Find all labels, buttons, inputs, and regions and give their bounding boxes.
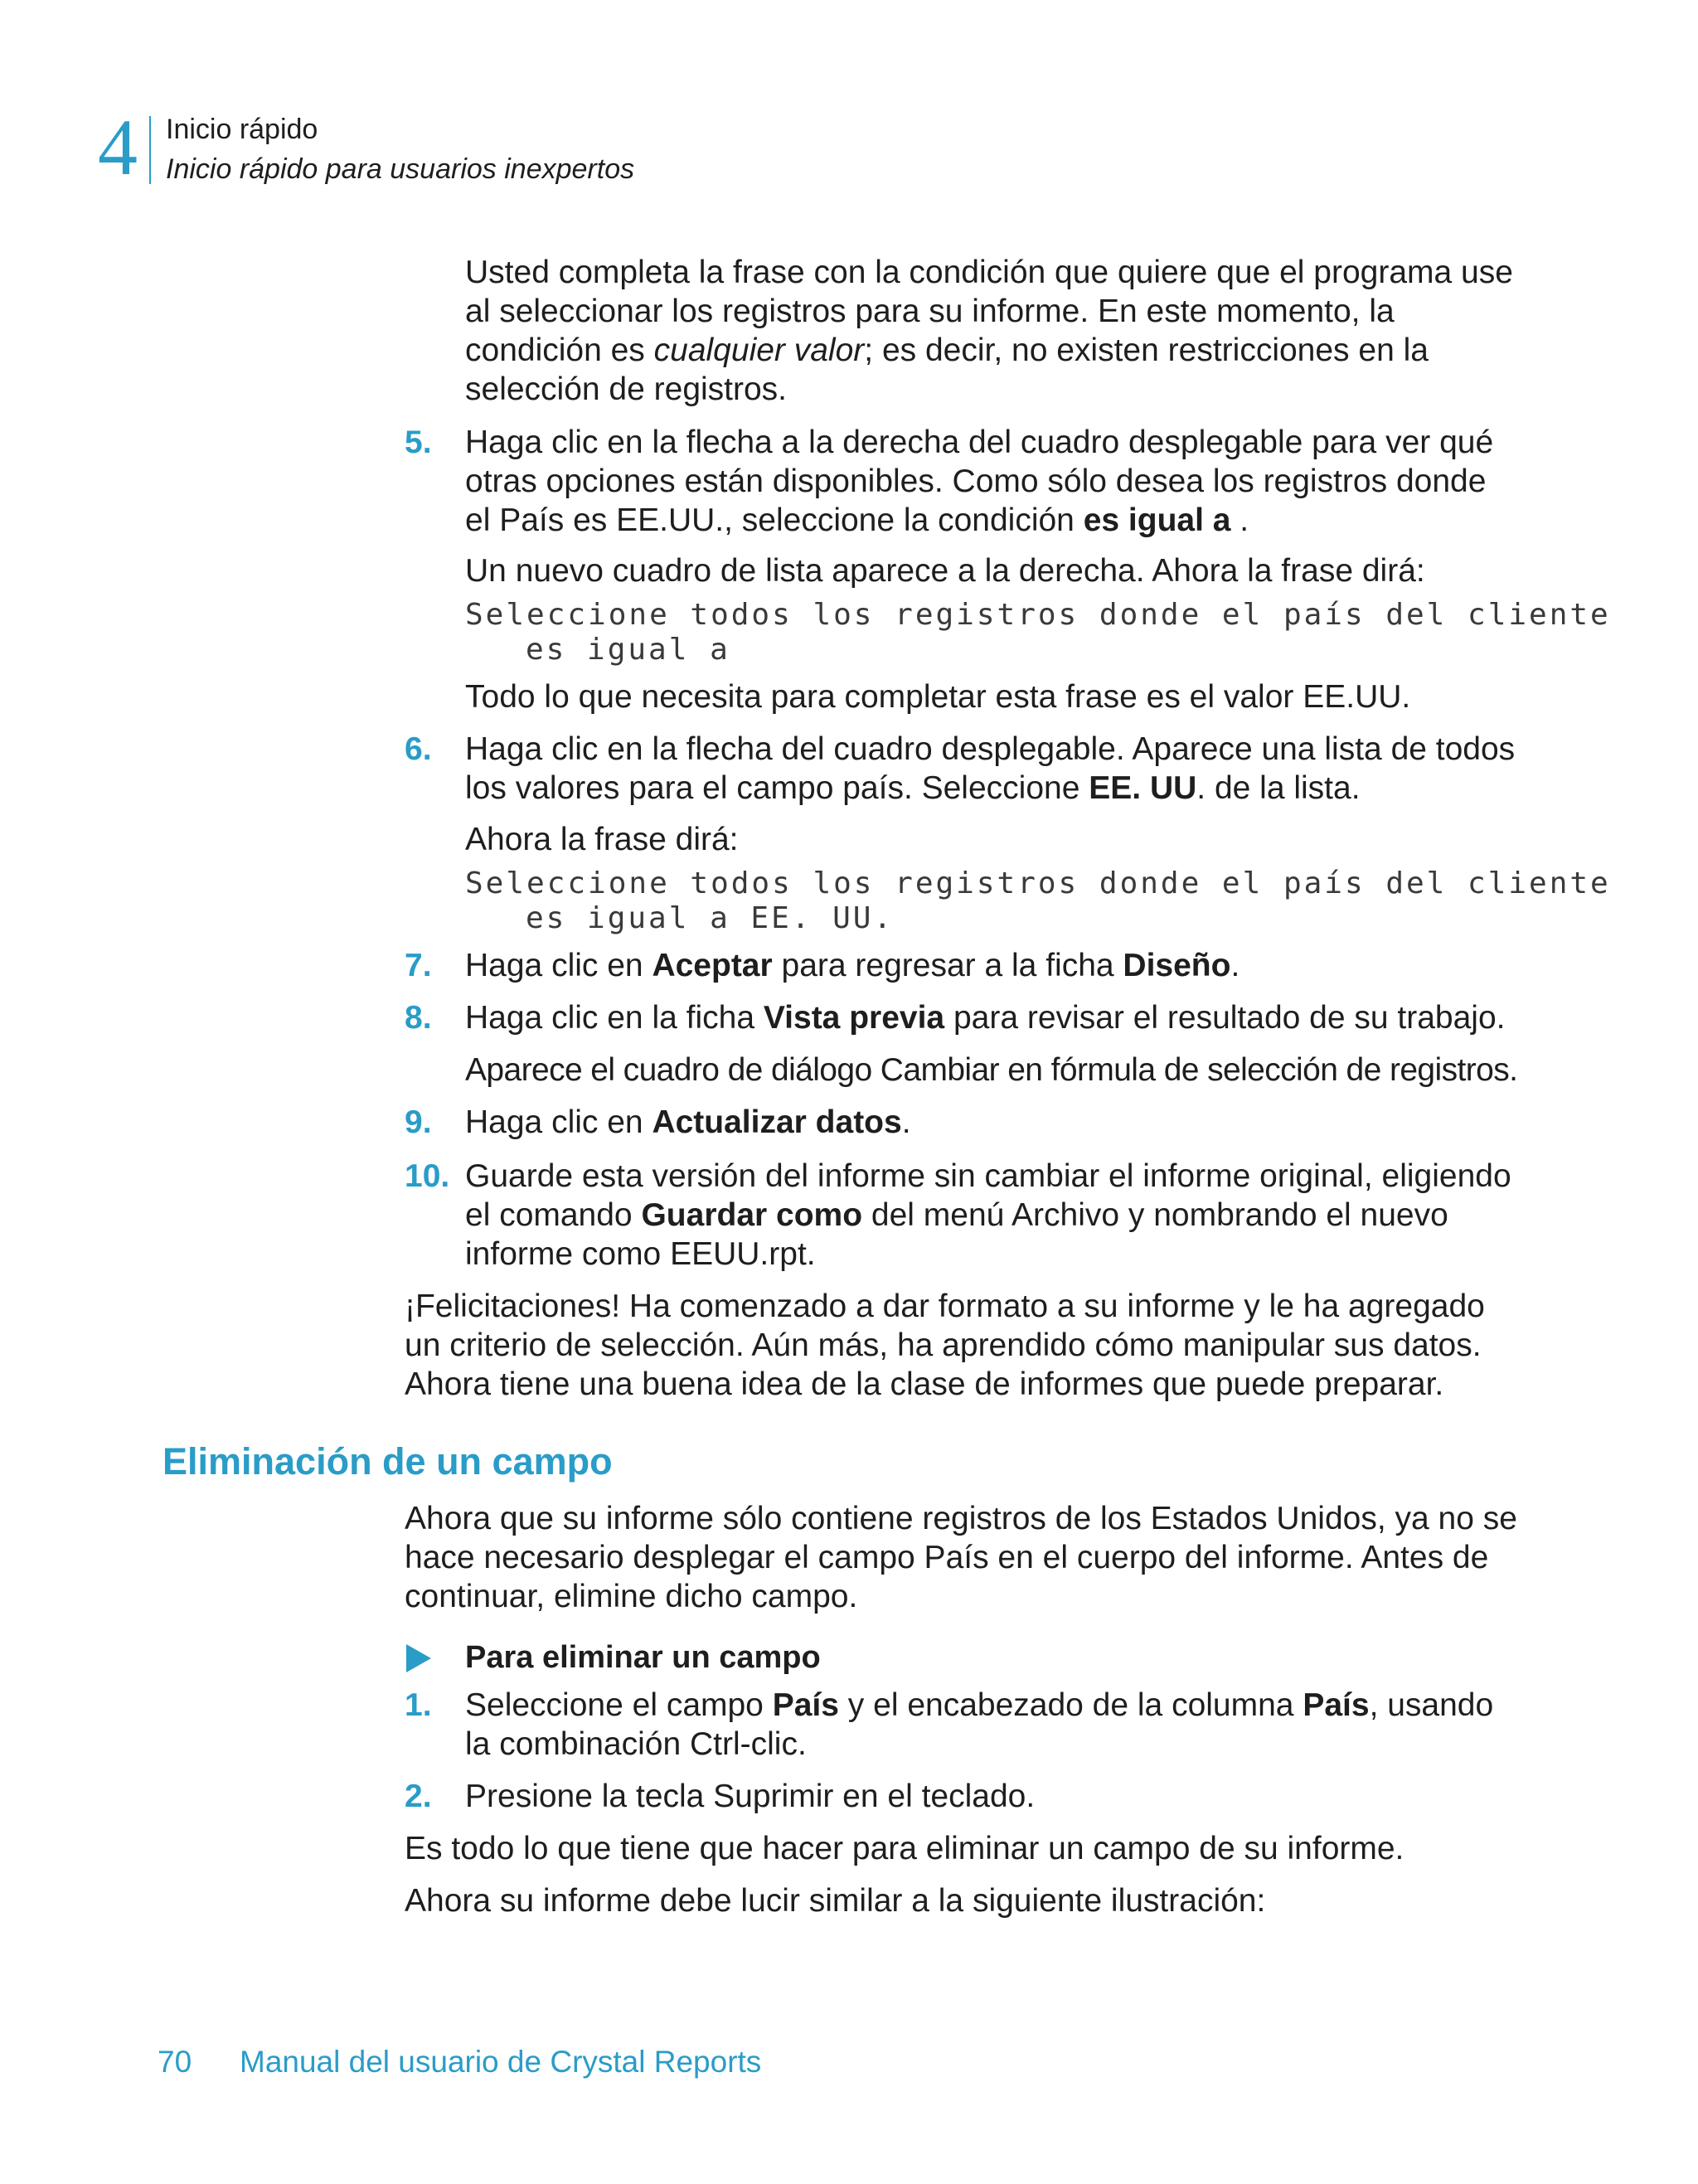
step-5-line-3 — [465, 501, 1249, 540]
step-number: 10. — [405, 1158, 450, 1194]
step-6-followup: Ahora la frase dirá: — [465, 822, 739, 857]
step-bold-term: País — [772, 1687, 839, 1723]
closing-line-1: Es todo lo que tiene que hacer para eliminar un campo de su informe. — [405, 1831, 1404, 1866]
chapter-title: Inicio rápido — [166, 114, 318, 145]
step-text: el País es EE.UU., seleccione la condición — [465, 502, 1084, 538]
step-number: 7. — [405, 948, 432, 983]
step-text: . — [901, 1104, 911, 1140]
step-bold-term: Guardar como — [641, 1197, 863, 1233]
step-bold-term: Vista previa — [763, 1000, 945, 1036]
step-8-text — [465, 998, 1506, 1037]
step-number: 5. — [405, 425, 432, 460]
code-line: Seleccione todos los registros donde el país del cliente — [465, 598, 1611, 632]
closing-line-2: Ahora su informe debe lucir similar a la siguiente ilustración: — [405, 1883, 1266, 1919]
code-line: es igual a — [526, 633, 730, 667]
page-number: 70 — [158, 2045, 192, 2079]
step-text: Haga clic en — [465, 1104, 653, 1140]
intro-line-1: Usted completa la frase con la condición que quiere que el programa use — [465, 255, 1513, 290]
intro-emphasis: cualquier valor — [653, 332, 865, 368]
proc-step-1-line-2: la combinación Ctrl-clic. — [465, 1726, 807, 1762]
code-line: Seleccione todos los registros donde el país del cliente — [465, 866, 1611, 900]
proc-step-1-line-1 — [465, 1686, 1493, 1725]
step-text: del menú Archivo y nombrando el nuevo — [862, 1197, 1448, 1233]
step-6-line-1: Haga clic en la flecha del cuadro desplegable. Aparece una lista de todos — [465, 731, 1516, 767]
step-9-text — [465, 1103, 911, 1142]
code-line: es igual a EE. UU. — [526, 901, 895, 935]
footer-title: Manual del usuario de Crystal Reports — [240, 2045, 762, 2079]
step-text: y el encabezado de la columna — [838, 1687, 1303, 1723]
step-bold-term: Actualizar datos — [652, 1104, 902, 1140]
header-divider — [149, 116, 151, 184]
step-text: el comando — [465, 1197, 642, 1233]
step-number: 9. — [405, 1104, 432, 1140]
step-5-followup-2: Todo lo que necesita para completar esta frase es el valor EE.UU. — [465, 679, 1411, 715]
step-text: los valores para el campo país. Seleccione — [465, 770, 1089, 806]
step-5-line-1: Haga clic en la flecha a la derecha del cuadro desplegable para ver qué — [465, 425, 1494, 460]
step-10-line-3: informe como EEUU.rpt. — [465, 1236, 816, 1272]
section-intro-line-2: hace necesario desplegar el campo País en el cuerpo del informe. Antes de — [405, 1540, 1489, 1575]
congrats-line-1: ¡Felicitaciones! Ha comenzado a dar formato a su informe y le ha agregado — [405, 1289, 1485, 1324]
step-6-line-2 — [465, 769, 1361, 808]
intro-line-4: selección de registros. — [465, 371, 788, 407]
step-text: para regresar a la ficha — [772, 948, 1123, 983]
step-text: Haga clic en — [465, 948, 653, 983]
step-bold-term: es igual a — [1083, 502, 1231, 538]
step-text: , usando — [1369, 1687, 1494, 1723]
step-10-line-1: Guarde esta versión del informe sin cambiar el informe original, eligiendo — [465, 1158, 1511, 1194]
step-bold-term: País — [1303, 1687, 1370, 1723]
step-text: Haga clic en la ficha — [465, 1000, 764, 1036]
step-text: . — [1230, 948, 1240, 983]
step-text: para revisar el resultado de su trabajo. — [944, 1000, 1506, 1036]
step-bold-term: EE. UU — [1089, 770, 1197, 806]
section-heading: Eliminación de un campo — [163, 1440, 613, 1483]
chapter-number: 4 — [98, 103, 138, 192]
step-bold-term: Aceptar — [652, 948, 773, 983]
intro-line-2: al seleccionar los registros para su informe. En este momento, la — [465, 294, 1395, 329]
step-text: Seleccione el campo — [465, 1687, 773, 1723]
step-text: . de la lista. — [1196, 770, 1361, 806]
intro-text: ; es decir, no existen restricciones en la — [864, 332, 1429, 368]
intro-text: condición es — [465, 332, 654, 368]
step-10-line-2 — [465, 1196, 1448, 1235]
step-number: 1. — [405, 1687, 432, 1723]
step-bold-term: Diseño — [1123, 948, 1231, 983]
section-intro-line-3: continuar, elimine dicho campo. — [405, 1579, 858, 1614]
congrats-line-3: Ahora tiene una buena idea de la clase de informes que puede preparar. — [405, 1366, 1444, 1402]
section-subtitle: Inicio rápido para usuarios inexpertos — [166, 153, 635, 185]
proc-step-2-text: Presione la tecla Suprimir en el teclado. — [465, 1779, 1036, 1814]
step-text: . — [1230, 502, 1249, 538]
step-7-text — [465, 946, 1240, 985]
section-intro-line-1: Ahora que su informe sólo contiene registros de los Estados Unidos, ya no se — [405, 1501, 1517, 1536]
congrats-line-2: un criterio de selección. Aún más, ha aprendido cómo manipular sus datos. — [405, 1327, 1482, 1363]
step-5-followup: Un nuevo cuadro de lista aparece a la derecha. Ahora la frase dirá: — [465, 553, 1425, 589]
step-5-line-2: otras opciones están disponibles. Como sólo desea los registros donde — [465, 463, 1487, 499]
procedure-arrow-icon — [406, 1644, 431, 1672]
step-number: 6. — [405, 731, 432, 767]
intro-line-3 — [465, 331, 1429, 370]
procedure-title: Para eliminar un campo — [465, 1640, 821, 1675]
step-8-followup: Aparece el cuadro de diálogo Cambiar en fórmula de selección de registros. — [465, 1052, 1518, 1088]
step-number: 2. — [405, 1779, 432, 1814]
step-number: 8. — [405, 1000, 432, 1036]
